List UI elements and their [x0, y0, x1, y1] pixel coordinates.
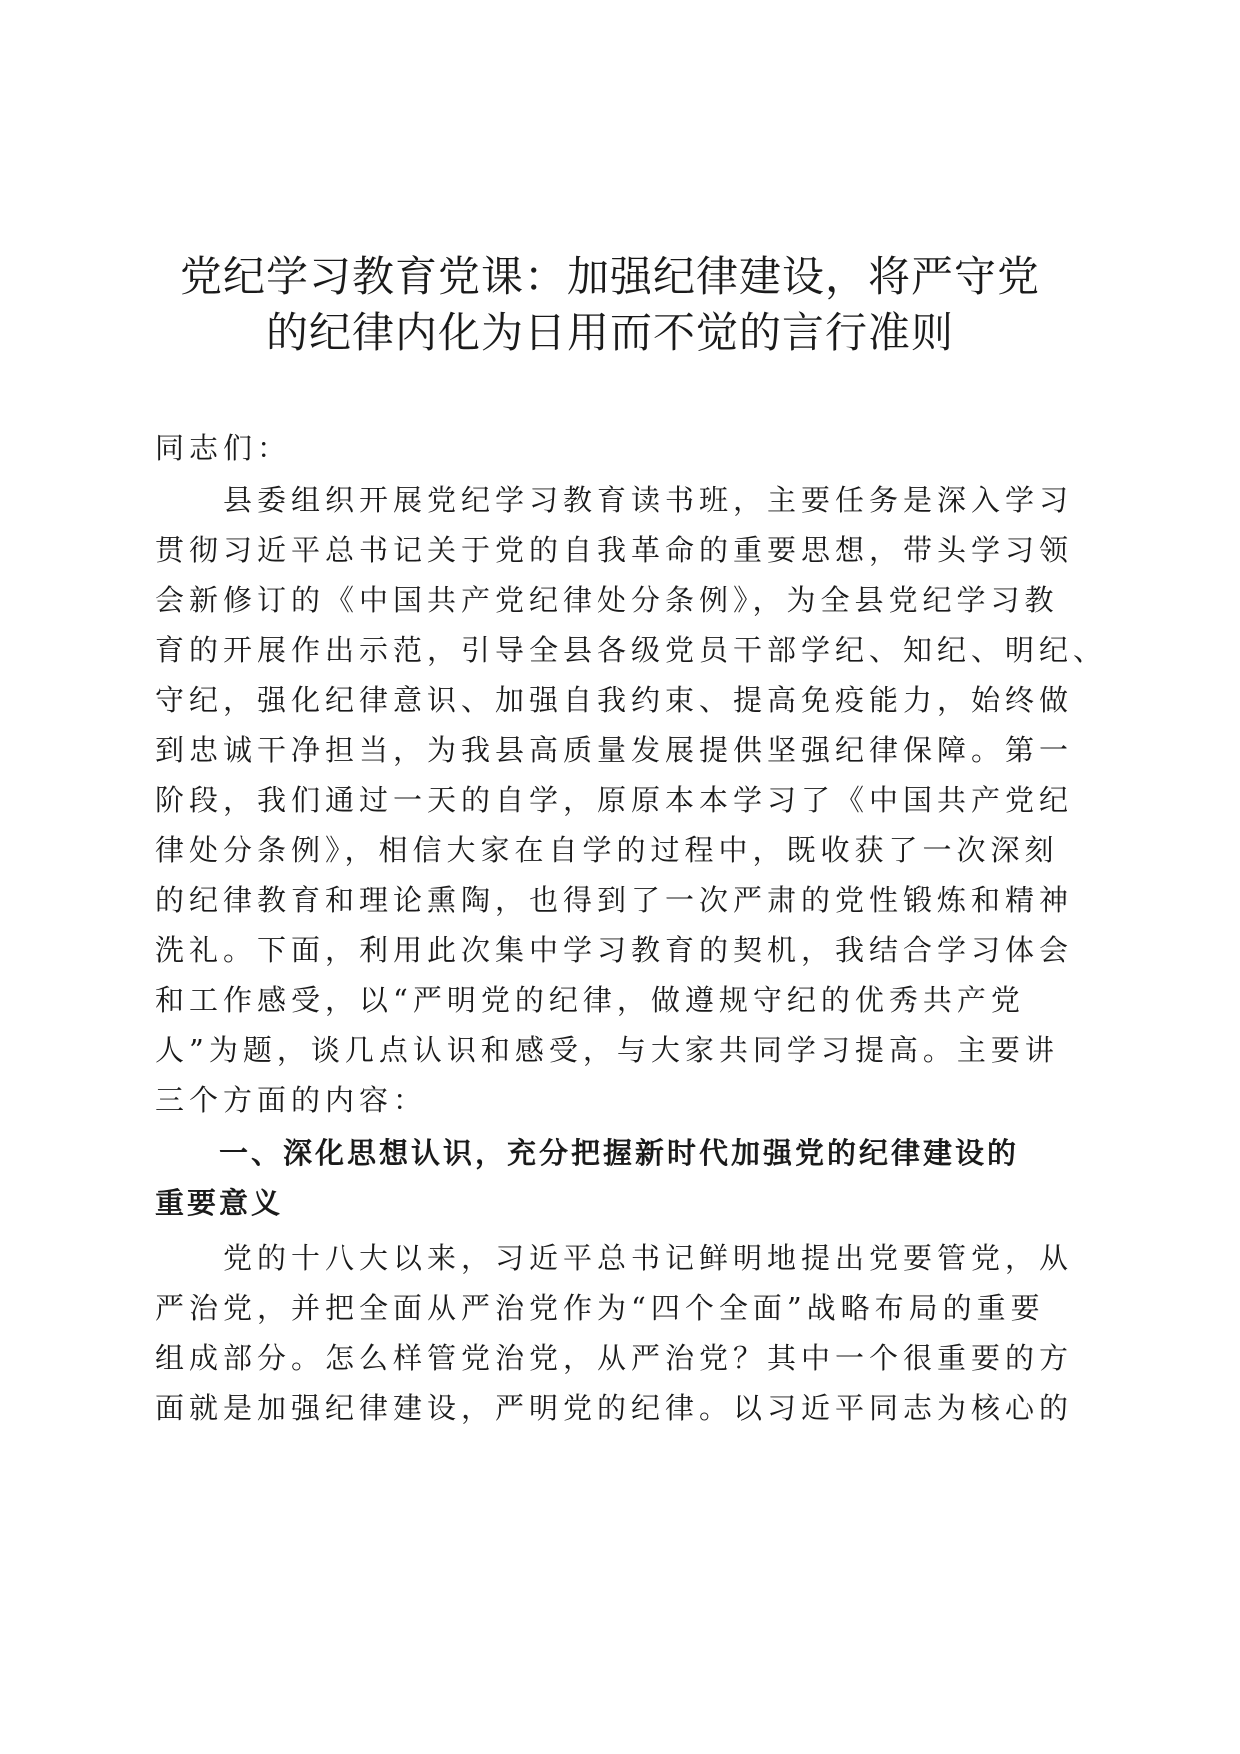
- paragraph-1-line: 洗礼。下面，利用此次集中学习教育的契机，我结合学习体会: [155, 933, 1074, 967]
- paragraph-2-line: 严治党，并把全面从严治党作为“四个全面”战略布局的重要: [155, 1291, 1045, 1325]
- paragraph-1-line: 律处分条例》，相信大家在自学的过程中，既收获了一次深刻: [155, 833, 1059, 867]
- paragraph-1-line: 的纪律教育和理论熏陶，也得到了一次严肃的党性锻炼和精神: [155, 883, 1074, 917]
- paragraph-1-line: 会新修订的《中国共产党纪律处分条例》，为全县党纪学习教: [155, 583, 1059, 617]
- paragraph-1-line: 人”为题，谈几点认识和感受，与大家共同学习提高。主要讲: [155, 1033, 1059, 1067]
- paragraph-1-line: 三个方面的内容：: [155, 1083, 428, 1117]
- section-1-heading-line: 一、深化思想认识，充分把握新时代加强党的纪律建设的: [155, 1136, 1020, 1170]
- paragraph-1-line: 和工作感受，以“严明党的纪律，做遵规守纪的优秀共产党: [155, 983, 1025, 1017]
- document-title-line-1: 党纪学习教育党课：加强纪律建设，将严守党: [179, 252, 1040, 301]
- paragraph-2-line: 党的十八大以来，习近平总书记鲜明地提出党要管党，从: [155, 1241, 1074, 1275]
- paragraph-2-line: 面就是加强纪律建设，严明党的纪律。以习近平同志为核心的: [155, 1391, 1074, 1425]
- paragraph-1-line: 县委组织开展党纪学习教育读书班，主要任务是深入学习: [155, 483, 1074, 517]
- paragraph-1-line: 到忠诚干净担当，为我县高质量发展提供坚强纪律保障。第一: [155, 733, 1074, 767]
- paragraph-2-line: 组成部分。怎么样管党治党，从严治党？其中一个很重要的方: [155, 1341, 1074, 1375]
- paragraph-1-line: 贯彻习近平总书记关于党的自我革命的重要思想，带头学习领: [155, 533, 1074, 567]
- document-title-line-2: 的纪律内化为日用而不觉的言行准则: [265, 308, 954, 357]
- greeting: 同志们：: [155, 431, 292, 465]
- paragraph-1-line: 阶段，我们通过一天的自学，原原本本学习了《中国共产党纪: [155, 783, 1074, 817]
- paragraph-1-line: 育的开展作出示范，引导全县各级党员干部学纪、知纪、明纪、: [155, 633, 1108, 667]
- section-1-heading-line: 重要意义: [155, 1186, 284, 1220]
- paragraph-1-line: 守纪，强化纪律意识、加强自我约束、提高免疫能力，始终做: [155, 683, 1074, 717]
